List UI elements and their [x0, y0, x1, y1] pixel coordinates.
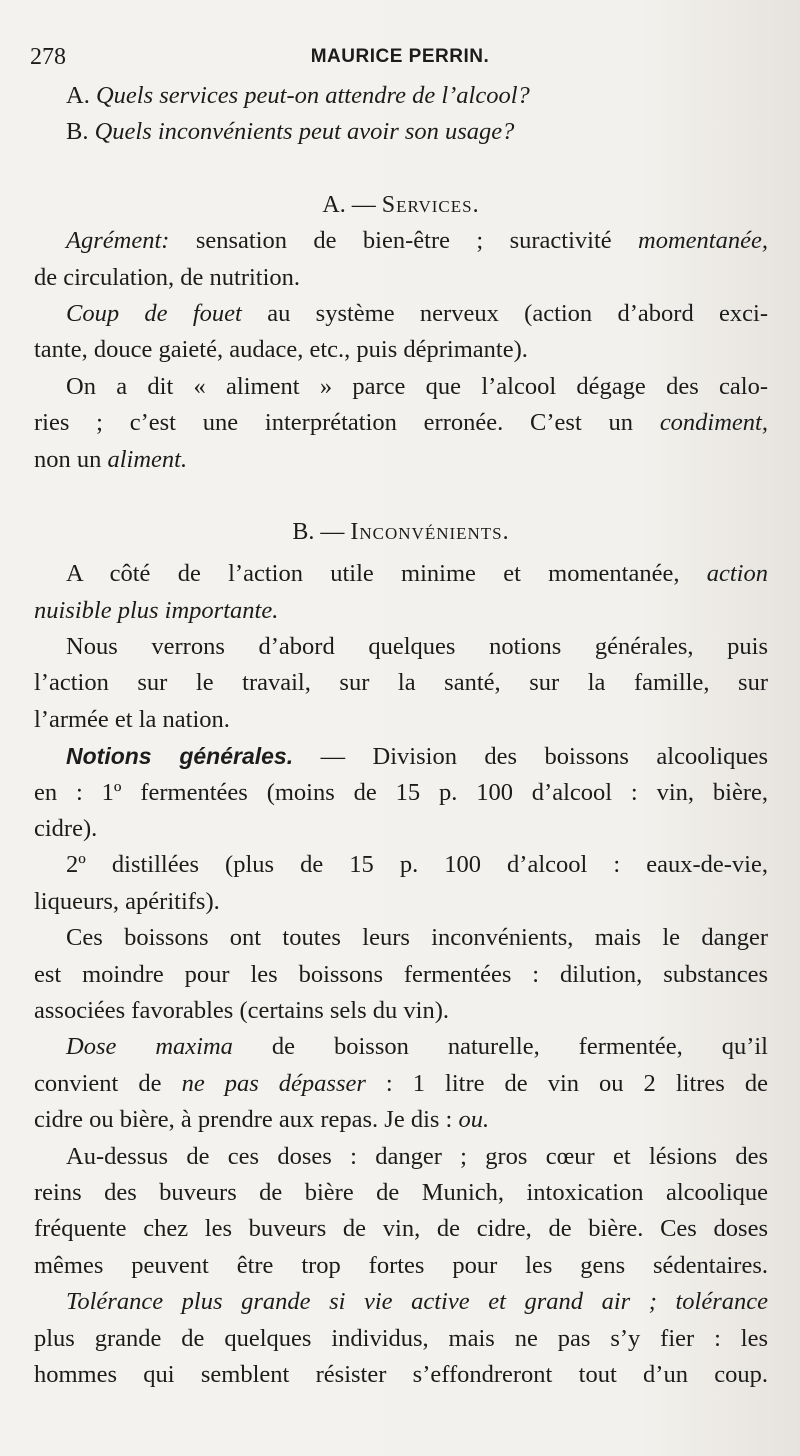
running-title: MAURICE PERRIN. — [310, 46, 490, 67]
section-heading-a: A. — Services. — [322, 191, 480, 218]
paragraph-line: Agrément: sensation de bien-être ; suractivité momentanée, — [66, 227, 768, 255]
page-number: 278 — [30, 44, 66, 70]
paragraph-line: associées favorables (certains sels du vin). — [34, 996, 449, 1024]
paragraph-line: l’action sur le travail, sur la santé, sur la famille, sur — [34, 669, 768, 697]
question-a: A. Quels services peut-on attendre de l’alcool? — [66, 82, 530, 109]
paragraph-line: plus grande de quelques individus, mais ne pas s’y fier : les — [34, 1324, 768, 1352]
paragraph-line: fréquente chez les buveurs de vin, de cidre, de bière. Ces doses — [34, 1215, 768, 1243]
paragraph-line: hommes qui semblent résister s’effondreront tout d’un coup. — [34, 1360, 768, 1388]
paragraph-line: de circulation, de nutrition. — [34, 263, 301, 291]
paragraph-line: mêmes peuvent être trop fortes pour les gens sédentaires. — [34, 1251, 768, 1279]
paragraph-line: Au-dessus de ces doses : danger ; gros cœur et lésions des — [66, 1142, 768, 1170]
paragraph-line: A côté de l’action utile minime et momentanée, action — [66, 560, 768, 588]
paragraph-line: nuisible plus importante. — [34, 596, 279, 624]
question-b: B. Quels inconvénients peut avoir son usage? — [66, 118, 515, 146]
paragraph-line: Nous verrons d’abord quelques notions générales, puis — [66, 633, 768, 661]
paragraph-line: 2º distillées (plus de 15 p. 100 d’alcool : eaux-de-vie, — [66, 851, 768, 879]
paragraph-line: reins des buveurs de bière de Munich, intoxication alcoolique — [34, 1178, 768, 1206]
paragraph-line: tante, douce gaieté, audace, etc., puis déprimante). — [34, 336, 528, 364]
paragraph-line: en : 1º fermentées (moins de 15 p. 100 d’alcool : vin, bière, — [34, 778, 768, 806]
paragraph-line: cidre ou bière, à prendre aux repas. Je dis : ou. — [34, 1106, 490, 1134]
paragraph-line: Dose maxima de boisson naturelle, fermentée, qu’il — [66, 1033, 768, 1061]
paragraph-line: liqueurs, apéritifs). — [34, 887, 220, 915]
paragraph-line: Ces boissons ont toutes leurs inconvénients, mais le danger — [66, 924, 768, 952]
page-body — [34, 78, 768, 1393]
page-header — [30, 40, 770, 76]
paragraph-line: Coup de fouet au système nerveux (action d’abord exci- — [66, 299, 768, 327]
paragraph-line: cidre). — [34, 815, 98, 843]
paragraph-line: l’armée et la nation. — [34, 705, 230, 733]
section-heading-b: B. — Inconvénients. — [292, 518, 510, 545]
paragraph-line: Tolérance plus grande si vie active et grand air ; tolérance — [66, 1288, 768, 1316]
paragraph-line: est moindre pour les boissons fermentées : dilution, substances — [34, 960, 768, 988]
paragraph-line: convient de ne pas dépasser : 1 litre de vin ou 2 litres de — [34, 1069, 768, 1097]
paragraph-line: non un aliment. — [34, 445, 188, 473]
paragraph-line: Notions générales. — Division des boissons alcooliques — [66, 743, 768, 771]
paragraph-line: ries ; c’est une interprétation erronée. C’est un condiment, — [34, 409, 768, 437]
paragraph-line: On a dit « aliment » parce que l’alcool dégage des calo- — [66, 372, 768, 400]
